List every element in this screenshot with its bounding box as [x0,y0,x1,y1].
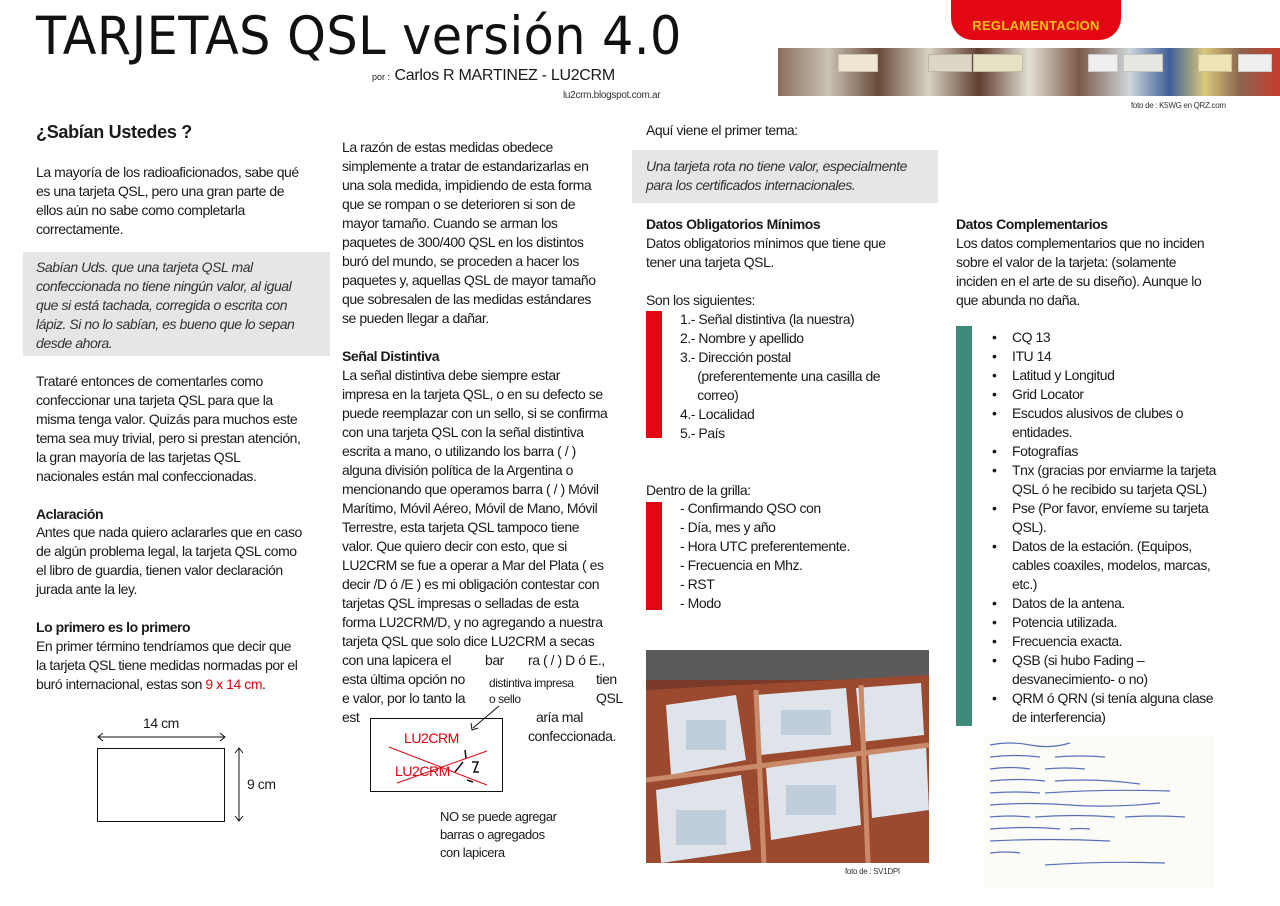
list-item: • CQ 13 [990,328,1275,347]
list-item: 2.- Nombre y apellido [680,330,804,346]
list-item: • Datos de la antena. [990,594,1275,613]
primero-end: . [262,676,266,692]
text-fragment: QSL [596,690,623,706]
handwritten-qsl-image [985,735,1214,888]
list-item: • Fotografías [990,442,1275,461]
list-item: 1.- Señal distintiva (la nuestra) [680,311,855,327]
heading-complementarios: Datos Complementarios [956,216,1108,232]
note-text: Una tarjeta rota no tiene valor, especialmente para los certificados internacionales. [646,158,908,193]
by-prefix: por : [372,72,391,82]
paragraph-obligatorios: Datos obligatorios mínimos que tiene que tener una tarjeta QSL. [646,235,886,270]
paragraph-razon: La razón de estas medidas obedece simplemente a tratar de estandarizarlas en una sola medida, impidiendo de esta forma que se rompan o se deterioren si son de mayor tamaño. Cuando se arman los paquetes de 300/400 QSL en los distintos buró del mundo, se proceden a hacer los paquetes y, aquellas QSL de mayor tamaño que sobresalen de las medidas estándares se pueden llegar a dañar. [342,139,596,326]
banner-caption: foto de : K5WG en QRZ.com [1131,101,1226,110]
text-fragment: est [342,709,360,725]
list-item: - Día, mes y año [680,519,776,535]
mandatory-list [680,310,930,443]
callout-warning: NO se puede agregar barras o agregados con lapicera [440,809,557,860]
paragraph-primero [36,637,297,694]
list-item: - Hora UTC preferentemente. [680,538,850,554]
list-item: • Escudos alusivos de clubes o entidades. [990,404,1275,442]
qsl-drawer-photo [646,650,929,863]
text-fragment: e valor, por lo tanto la [342,690,466,706]
heading-senal: Señal Distintiva [342,348,440,364]
dimension-width-label: 14 cm [143,715,179,731]
text-fragment: ra ( / ) D ó E., [528,652,605,668]
heading-sabian: ¿Sabían Ustedes ? [36,122,192,142]
green-list-bar [956,326,972,726]
list-item: • Pse (Por favor, envíeme su tarjeta QSL). [990,499,1275,537]
list-item: • Tnx (gracias por enviarme la tarjeta QSL ó he recibido su tarjeta QSL) [990,461,1275,499]
heading-obligatorios: Datos Obligatorios Mínimos [646,216,821,232]
list-item: - Modo [680,595,721,611]
list-intro-grilla: Dentro de la grilla: [646,482,751,498]
list-item: • QSB (si hubo Fading – desvanecimiento- o no) [990,651,1275,689]
note-box [632,150,938,203]
author: Carlos R MARTINEZ - LU2CRM [394,67,615,84]
intro-paragraph: La mayoría de los radioaficionados, sabe qué es una tarjeta QSL, pero una gran parte de ellos aún no sabe como completarla correctamente. [36,164,299,237]
heading-primero: Lo primero es lo primero [36,619,191,635]
primero-text: En primer término tendríamos que decir que la tarjeta QSL tiene medidas normadas por el buró internacional, estas son [36,638,298,692]
list-item: 3.- Dirección postal (preferentemente una casilla de correo) [680,349,881,403]
note-box [23,252,330,356]
photo-caption: foto de : SV1DPI [845,867,900,876]
author-line [372,67,615,86]
complementary-list [990,328,1275,727]
section-tab: REGLAMENTACION [951,0,1121,40]
heading-aclaracion: Aclaración [36,506,104,522]
note-text: Sabían Uds. que una tarjeta QSL mal confeccionada no tiene ningún valor, al igual que si está tachada, corregida o escrita con lápiz. Si no lo sabían, es bueno que lo sepan desde ahora. [36,259,295,351]
text-fragment: aría mal [536,709,583,725]
paragraph-complementarios: Los datos complementarios que no inciden sobre el valor de la tarjeta: (solamente inciden en el arte de su diseño). Aunque lo que abunda no daña. [956,235,1205,308]
list-item: - RST [680,576,715,592]
text-fragment: con una lapicera el [342,652,451,668]
list-item: • Latitud y Longitud [990,366,1275,385]
text-fragment: tien [596,671,617,687]
paragraph-aclaracion: Antes que nada quiero aclararles que en caso de algún problema legal, la tarjeta QSL como el libro de guardia, tienen valor declaración jurada ante la ley. [36,524,302,597]
list-item: 5.- País [680,425,725,441]
list-item: • QRM ó QRN (si tenía alguna clase de interferencia) [990,689,1275,727]
paragraph-tratare: Trataré entonces de comentarles como confeccionar una tarjeta QSL para que la misma tenga valor. Quizás para muchos este tema sea muy trivial, pero si prestan atención, la gran mayoría de las tarjetas QSL nacionales están mal confeccionadas. [36,373,301,484]
list-intro-siguientes: Son los siguientes: [646,292,755,308]
red-list-bar [646,502,662,610]
list-item: • Datos de la estación. (Equipos, cables coaxiles, modelos, marcas, etc.) [990,537,1275,594]
callout-printed: distintiva impresa o sello [489,676,574,706]
text-fragment: esta última opción no [342,671,465,687]
list-item: • Frecuencia exacta. [990,632,1275,651]
red-list-bar [646,311,662,438]
list-item: • ITU 14 [990,347,1275,366]
grid-list [680,499,930,613]
list-item: - Frecuencia en Mhz. [680,557,803,573]
list-item: 4.- Localidad [680,406,755,422]
card-size: 9 x 14 cm [205,676,263,692]
intro-primer-tema: Aquí viene el primer tema: [646,122,798,138]
list-item: • Potencia utilizada. [990,613,1275,632]
callsign-invalid: LU2CRM [395,763,450,779]
list-item: • Grid Locator [990,385,1275,404]
dimension-height-label: 9 cm [247,776,276,792]
text-fragment: confeccionada. [528,728,616,744]
paragraph-senal: La señal distintiva debe siempre estar impresa en la tarjeta QSL, o en su defecto se puede reemplazar con un sello, si se confirma con una tarjeta QSL con la señal distintiva escrita a mano, o utilizando los barra ( / ) alguna división política de la Argentina o mencionando que operamos barra ( / ) Móvil Marítimo, Móvil Aéreo, Móvil de Mano, Móvil Terrestre, esta tarjeta QSL tampoco tiene valor. Que quiero decir con esto, que si LU2CRM se fue a operar a Mar del Plata ( es decir /D ó /E ) es mi obligación contestar con tarjetas QSL impresas o selladas de esta forma LU2CRM/D, y no agregando a nuestra tarjeta QSL que solo dice LU2CRM a secas [342,367,608,649]
card-dimension-diagram [90,730,260,830]
qsl-cards-banner-image [778,48,1280,96]
blog-url: lu2crm.blogspot.com.ar [563,90,661,101]
callsign-valid: LU2CRM [404,730,459,746]
page-title: TARJETAS QSL versión 4.0 [36,6,682,67]
text-fragment: bar [485,652,504,668]
list-item: - Confirmando QSO con [680,500,821,516]
